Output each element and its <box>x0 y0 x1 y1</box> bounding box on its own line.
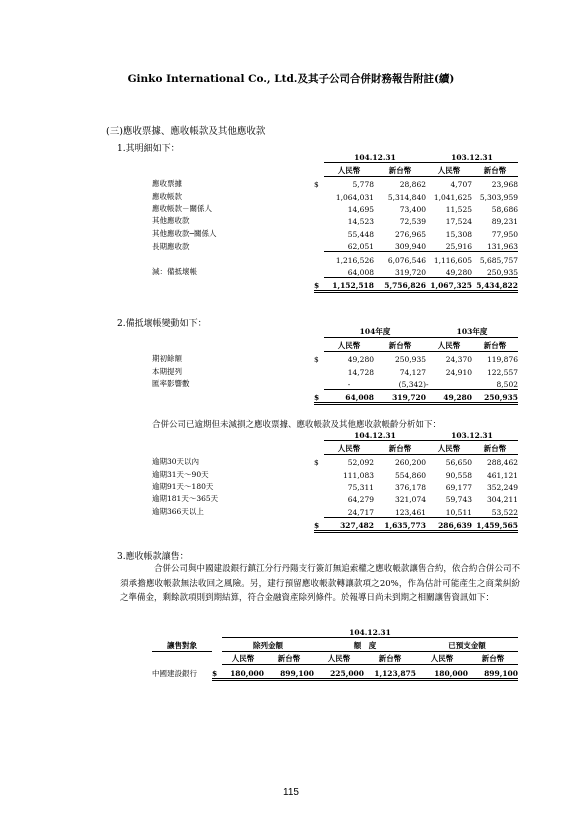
cell-value: 6,076,546 <box>387 255 426 265</box>
currency-header: 人民幣 <box>324 163 374 176</box>
currency-header: 人民幣 <box>324 338 374 351</box>
cell-value: 59,743 <box>445 495 472 505</box>
factoring-paragraph: 合併公司與中國建設銀行鎮江分行丹陽支行簽訂無追索權之應收帳款讓售合約，依合約合併公司不須承擔應收帳款無法收回之風險。另，建行預留應收帳款轉讓款項之20%，作為估計可能產生之商業糾紛之準備金，剩餘款項則到期結算，符合金融資產除列條件。於報導日尚未到期之相關讓售資訊如下： <box>120 564 520 603</box>
currency-header: 人民幣 <box>426 338 472 351</box>
row-label: 本期提列 <box>152 366 182 376</box>
table-date-header-row <box>152 428 518 441</box>
cell-value: 1,116,605 <box>433 255 472 265</box>
cell-value: 69,177 <box>445 482 472 492</box>
cell-value: 123,461 <box>374 504 426 517</box>
cell-value: 49,280 <box>426 389 472 403</box>
cell-value: 5,303,959 <box>479 192 518 202</box>
subsection-3-heading: 3.應收帳款讓售： <box>117 552 189 562</box>
cell-value: 5,756,826 <box>374 277 426 291</box>
subsection-1-heading: 1.其明細如下： <box>117 144 180 154</box>
cell-value: 304,211 <box>486 495 518 505</box>
cell-value: 14,728 <box>347 367 374 377</box>
cell-value: 1,459,565 <box>472 517 518 531</box>
currency-header: 人民幣 <box>314 651 364 664</box>
cell-value: 24,717 <box>324 504 374 517</box>
table-date-header-row <box>152 150 518 163</box>
currency-header: 人民幣 <box>426 441 472 454</box>
allowance-movement-table <box>152 325 518 405</box>
cell-value: 1,152,518 <box>324 277 374 291</box>
dollar-sign: $ <box>314 355 319 365</box>
table-currency-header-row <box>152 441 518 454</box>
cell-value: 64,008 <box>324 265 374 278</box>
cell-value: 1,635,773 <box>374 517 426 531</box>
currency-header: 新台幣 <box>472 163 518 176</box>
cell-value: 77,950 <box>491 229 518 239</box>
cell-value: 14,695 <box>347 204 374 214</box>
subsection-2-heading: 2.備抵壞帳變動如下： <box>117 319 207 329</box>
cell-value: 89,231 <box>491 217 518 227</box>
cell-value: 111,083 <box>342 470 374 480</box>
cell-value: 4,707 <box>450 180 472 190</box>
receivables-detail-table <box>152 150 518 293</box>
aging-intro: 合併公司已逾期但未減損之應收票據、應收帳款及其他應收款帳齡分析如下： <box>152 420 442 430</box>
currency-header: 新台幣 <box>472 441 518 454</box>
cell-value: 899,100 <box>468 665 518 679</box>
cell-value: 64,279 <box>347 495 374 505</box>
cell-value: 14,523 <box>347 217 374 227</box>
cell-value: 309,940 <box>374 239 426 252</box>
table-row <box>152 454 518 467</box>
row-label: 期初餘額 <box>152 354 182 364</box>
dollar-sign: $ <box>314 389 324 403</box>
row-label: 應收帳款 <box>152 191 182 201</box>
table-row <box>152 480 518 492</box>
cell-value: (5,342) <box>374 377 426 390</box>
cell-value: 15,308 <box>445 229 472 239</box>
cell-value: 8,502 <box>472 377 518 390</box>
table-row <box>152 504 518 517</box>
cell-value: 49,280 <box>347 355 374 365</box>
currency-header: 新台幣 <box>374 338 426 351</box>
cell-value: 25,916 <box>426 239 472 252</box>
column-header: 額 度 <box>314 638 416 651</box>
cell-value: 250,935 <box>472 265 518 278</box>
cell-value: 250,935 <box>472 389 518 403</box>
page-title: Ginko International Co., Ltd.及其子公司合併財務報告附註(續) <box>127 73 455 85</box>
cell-value: 376,178 <box>394 482 426 492</box>
cell-value: 55,448 <box>347 229 374 239</box>
row-label: 逾期30天以內 <box>152 457 200 467</box>
table-row <box>152 665 518 679</box>
cell-value: 1,064,031 <box>335 192 374 202</box>
cell-value: 5,778 <box>352 180 374 190</box>
currency-header: 人民幣 <box>426 163 472 176</box>
table-row <box>152 226 518 238</box>
cell-value: 10,511 <box>426 504 472 517</box>
currency-header: 人民幣 <box>324 441 374 454</box>
year-header: 103年度 <box>426 325 518 338</box>
allowance-row <box>152 265 518 278</box>
date-header: 103.12.31 <box>426 428 518 441</box>
total-row <box>152 277 518 291</box>
row-label: 逾期31天～90天 <box>152 469 209 479</box>
row-label: 其他應收款─關係人 <box>152 228 217 238</box>
cell-value: 24,910 <box>445 367 472 377</box>
date-header: 103.12.31 <box>426 150 518 163</box>
cell-value: 276,965 <box>394 229 426 239</box>
cell-value: 119,876 <box>486 355 518 365</box>
cell-value: 321,074 <box>394 495 426 505</box>
row-label: 匯率影響數 <box>152 379 190 389</box>
cell-value: 62,051 <box>324 239 374 252</box>
currency-header: 新台幣 <box>264 651 314 664</box>
row-label: 應收票據 <box>152 179 182 189</box>
column-header: 除列金額 <box>222 638 314 651</box>
table-row <box>152 214 518 226</box>
currency-header: 新台幣 <box>374 163 426 176</box>
cell-value: - <box>426 377 472 390</box>
date-header: 104.12.31 <box>324 428 426 441</box>
cell-value: 288,462 <box>486 458 518 468</box>
row-label: 其他應收款 <box>152 216 190 226</box>
cell-value: 122,557 <box>486 367 518 377</box>
cell-value: 5,314,840 <box>387 192 426 202</box>
row-label: 逾期366天以上 <box>152 507 204 517</box>
cell-value: 286,639 <box>426 517 472 531</box>
cell-value: 17,524 <box>445 217 472 227</box>
cell-value: 90,558 <box>445 470 472 480</box>
cell-value: 53,522 <box>472 504 518 517</box>
cell-value: 352,249 <box>486 482 518 492</box>
total-row <box>152 517 518 531</box>
row-label: 逾期91天～180天 <box>152 481 214 491</box>
table-row <box>152 202 518 214</box>
column-header: 讓售對象 <box>152 638 212 651</box>
cell-value: 5,434,822 <box>472 277 518 291</box>
cell-value: 461,121 <box>486 470 518 480</box>
cell-value: 58,686 <box>491 204 518 214</box>
table-row <box>152 176 518 189</box>
table-row <box>152 364 518 376</box>
currency-header: 人民幣 <box>222 651 264 664</box>
dollar-sign: $ <box>314 180 319 190</box>
cell-value: 131,963 <box>472 239 518 252</box>
year-header: 104年度 <box>324 325 426 338</box>
cell-value: 28,862 <box>399 180 426 190</box>
table-currency-header-row <box>152 163 518 176</box>
table-date-header-row <box>152 625 518 638</box>
date-header: 104.12.31 <box>222 625 518 638</box>
cell-value: 75,311 <box>347 482 374 492</box>
table-group-header-row <box>152 638 518 651</box>
cell-value: 1,067,325 <box>426 277 472 291</box>
table-row <box>152 377 518 390</box>
subtotal-row <box>152 252 518 265</box>
cell-value: 225,000 <box>314 665 364 679</box>
cell-value: 1,041,625 <box>433 192 472 202</box>
date-header: 104.12.31 <box>324 150 426 163</box>
cell-value: 56,650 <box>445 458 472 468</box>
table-row <box>152 492 518 504</box>
table-row <box>152 189 518 201</box>
total-row <box>152 389 518 403</box>
cell-value: 260,200 <box>394 458 426 468</box>
page-number: 115 <box>283 787 299 798</box>
cell-value: 73,400 <box>399 204 426 214</box>
section-heading: (三)應收票據、應收帳款及其他應收款 <box>106 126 266 137</box>
cell-value: - <box>324 377 374 390</box>
factoring-table <box>152 625 518 681</box>
cell-value: 5,685,757 <box>479 255 518 265</box>
currency-header: 人民幣 <box>416 651 468 664</box>
cell-value: 899,100 <box>264 665 314 679</box>
cell-value: 554,860 <box>394 470 426 480</box>
cell-value: 327,482 <box>324 517 374 531</box>
cell-value: 64,008 <box>324 389 374 403</box>
cell-value: 24,370 <box>445 355 472 365</box>
cell-value: 74,127 <box>399 367 426 377</box>
cell-value: 250,935 <box>394 355 426 365</box>
dollar-sign: $ <box>314 277 324 291</box>
cell-value: 180,000 <box>416 665 468 679</box>
column-header: 已預支金額 <box>416 638 518 651</box>
table-year-header-row <box>152 325 518 338</box>
currency-header: 新台幣 <box>374 441 426 454</box>
dollar-sign: $ <box>314 517 324 531</box>
cell-value: 49,280 <box>426 265 472 278</box>
cell-value: 72,539 <box>399 217 426 227</box>
currency-header: 新台幣 <box>472 338 518 351</box>
table-currency-header-row <box>152 651 518 664</box>
currency-header: 新台幣 <box>364 651 416 664</box>
cell-value: 180,000 <box>222 665 264 679</box>
row-label: 中國建設銀行 <box>152 669 197 679</box>
table-row <box>152 239 518 252</box>
currency-header: 新台幣 <box>468 651 518 664</box>
table-row <box>152 467 518 479</box>
table-row <box>152 351 518 364</box>
cell-value: 319,720 <box>374 265 426 278</box>
cell-value: 11,525 <box>445 204 472 214</box>
cell-value: 1,216,526 <box>335 255 374 265</box>
row-label: 減：備抵壞帳 <box>152 267 197 277</box>
dollar-sign: $ <box>314 458 319 468</box>
cell-value: 1,123,875 <box>364 665 416 679</box>
cell-value: 52,092 <box>347 458 374 468</box>
table-currency-header-row <box>152 338 518 351</box>
cell-value: 23,968 <box>491 180 518 190</box>
row-label: 長期應收款 <box>152 241 190 251</box>
row-label: 逾期181天～365天 <box>152 494 219 504</box>
cell-value: 319,720 <box>374 389 426 403</box>
row-label: 應收帳款－關係人 <box>152 203 212 213</box>
aging-analysis-table <box>152 428 518 533</box>
dollar-sign: $ <box>212 665 222 679</box>
